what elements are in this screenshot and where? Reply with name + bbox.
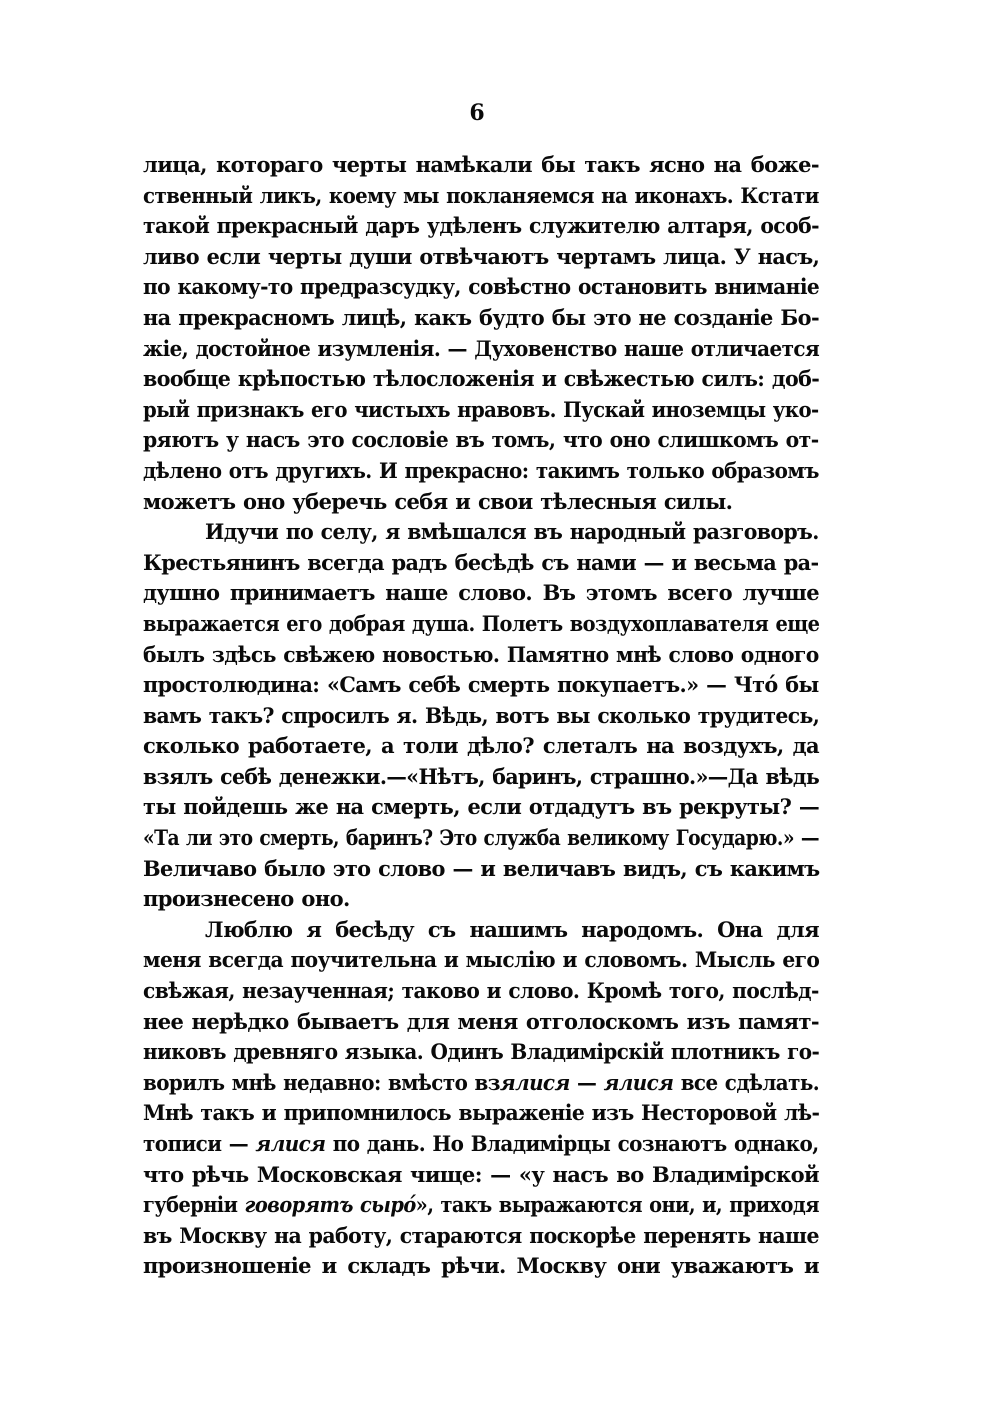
text-line: вообще крѣпостью тѣлосложенія и свѣжестью силъ: доб- bbox=[143, 366, 820, 392]
text-line: ственный ликъ, коему мы покланяемся на иконахъ. Кстати bbox=[143, 182, 819, 208]
text-line: вамъ такъ? спросилъ я. Вѣдь, вотъ вы сколько трудитесь, bbox=[143, 702, 820, 728]
text-line: «Та ли это смерть, баринъ? Это служба великому Государю.» — bbox=[143, 825, 820, 851]
text-line: ряютъ у насъ это сословіе въ томъ, что оно слишкомъ от- bbox=[143, 427, 819, 453]
text-line: душно принимаетъ наше слово. Въ этомъ всего лучше bbox=[143, 580, 819, 606]
text-line: что рѣчь Московская чище: — «у насъ во Владимірской bbox=[143, 1161, 819, 1187]
text-line: былъ здѣсь свѣжею новостью. Памятно мнѣ слово одного bbox=[143, 641, 819, 667]
text-line: жіе, достойное изумленія. — Духовенство наше отличается bbox=[143, 335, 820, 361]
text-line: можетъ оно уберечь себя и свои тѣлесныя силы. bbox=[143, 488, 733, 514]
text-line: ворилъ мнѣ недавно: вмѣсто взялися — ялися все сдѣлать. bbox=[143, 1069, 820, 1095]
italic-phrase: ялися bbox=[603, 1069, 674, 1095]
text-line: въ Москву на работу, стараются поскорѣе перенять наше bbox=[143, 1222, 819, 1248]
text-line: Мнѣ такъ и припомнилось выраженіе изъ Несторовой лѣ- bbox=[143, 1100, 820, 1126]
italic-phrase: говорятъ сыро́ bbox=[244, 1192, 416, 1218]
text-line: Люблю я бесѣду съ нашимъ народомъ. Она для bbox=[205, 916, 819, 942]
text-line: нее нерѣдко бываетъ для меня отголоскомъ изъ памят- bbox=[143, 1008, 819, 1034]
text-line: лица, котораго черты намѣкали бы такъ ясно на боже- bbox=[143, 152, 819, 177]
text-line: Идучи по селу, я вмѣшался въ народный разговоръ. bbox=[205, 519, 819, 545]
text-line: сколько работаете, а толи дѣло? слеталъ на воздухъ, да bbox=[143, 733, 819, 759]
text-line: меня всегда поучительна и мыслію и словомъ. Мысль его bbox=[143, 947, 820, 973]
text-line: произнесено оно. bbox=[143, 886, 350, 912]
text-line: свѣжая, незаученная; таково и слово. Кромѣ того, послѣд- bbox=[143, 978, 819, 1004]
text-line: выражается его добрая душа. Полетъ воздухоплавателя еще bbox=[143, 610, 820, 636]
text-line: взялъ себѣ денежки.—«Нѣтъ, баринъ, страшно.»—Да вѣдь bbox=[143, 763, 820, 789]
text-line: такой прекрасный даръ удѣленъ служителю алтаря, особ- bbox=[143, 213, 819, 239]
text-line: тописи — ялися по дань. Но Владимірцы сознаютъ однако, bbox=[143, 1131, 819, 1156]
text-line: простолюдина: «Самъ себѣ смерть покупаетъ.» — Что́ бы bbox=[143, 672, 819, 698]
text-line: Крестьянинъ всегда радъ бесѣдѣ съ нами — и весьма ра- bbox=[143, 549, 819, 575]
text-line: рый признакъ его чистыхъ нравовъ. Пускай иноземцы уко- bbox=[143, 396, 819, 422]
text-line: Величаво было это слово — и величавъ видъ, съ какимъ bbox=[143, 855, 820, 881]
body-text bbox=[143, 150, 819, 1282]
text-line: никовъ древняго языка. Одинъ Владимірскій плотникъ го- bbox=[143, 1039, 820, 1065]
text-line: ливо если черты души отвѣчаютъ чертамъ лица. У насъ, bbox=[143, 243, 820, 269]
page-number: 6 bbox=[469, 100, 485, 126]
text-line: дѣлено отъ другихъ. И прекрасно: такимъ только образомъ bbox=[143, 457, 819, 483]
text-line: ты пойдешь же на смерть, если отдадутъ въ рекруты? — bbox=[143, 794, 820, 820]
italic-phrase: ялися bbox=[255, 1131, 326, 1156]
text-line: по какому-то предразсудку, совѣстно остановить вниманіе bbox=[143, 274, 820, 300]
italic-phrase: ялися bbox=[499, 1069, 570, 1095]
text-line: на прекрасномъ лицѣ, какъ будто бы это не созданіе Бо- bbox=[143, 304, 820, 330]
text-line: губерніи говорятъ сыро́», такъ выражаются они, и, приходя bbox=[143, 1192, 819, 1218]
text-line: произношеніе и складъ рѣчи. Москву они уважаютъ и bbox=[143, 1253, 819, 1279]
